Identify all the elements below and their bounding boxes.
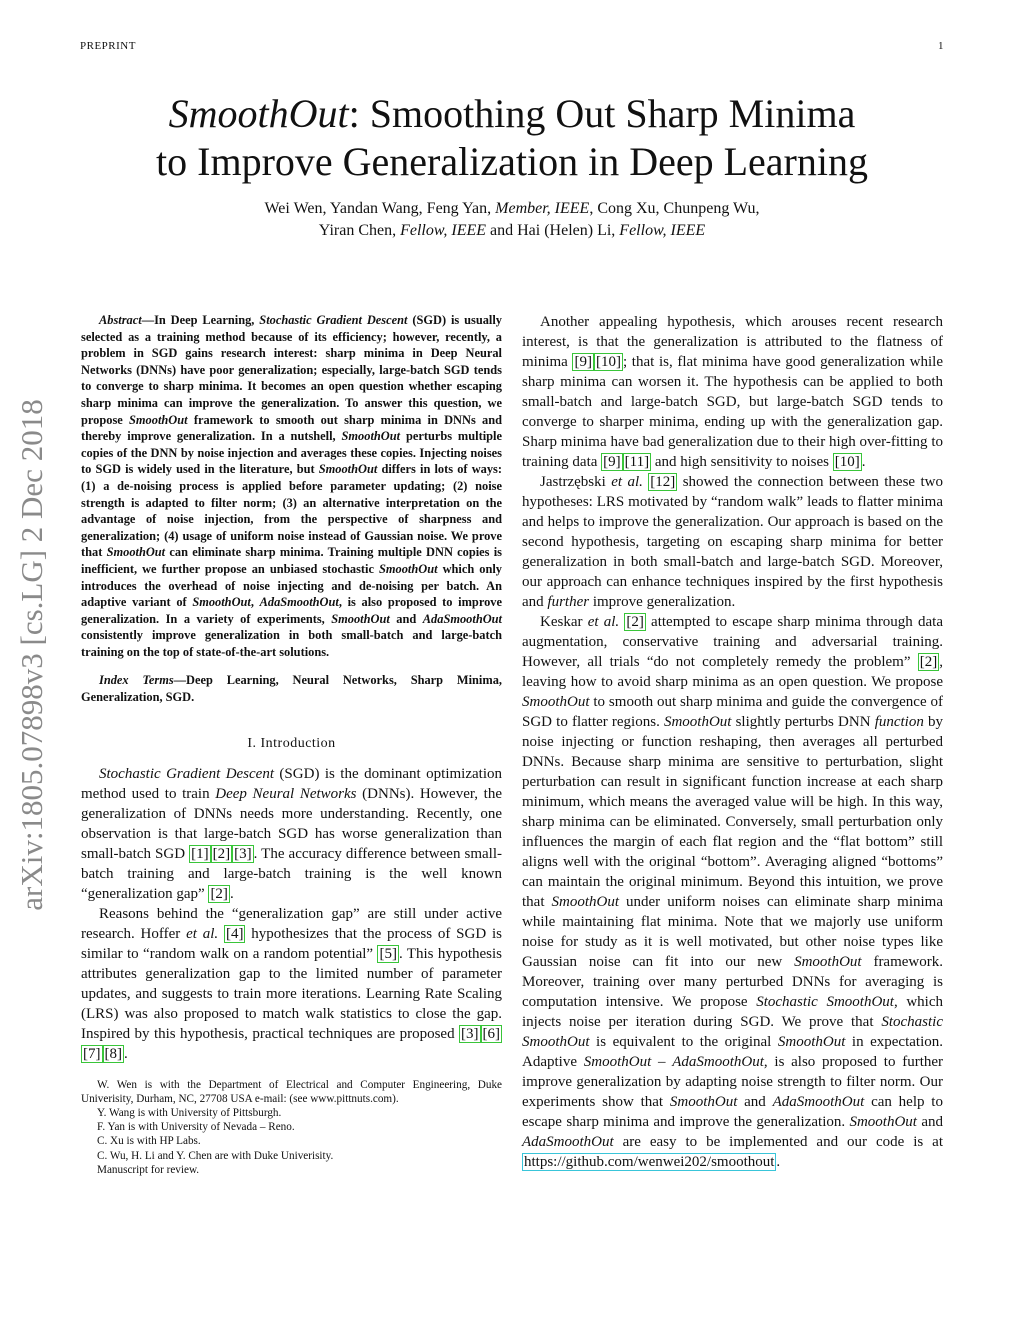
citation-link[interactable]: [10] [834, 454, 860, 470]
intro-paragraph-2: Reasons behind the “generalization gap” are still under active research. Hoffer et al. [4] hypothesizes that the process of SGD is similar to “random walk on a random potential” [5] . This hypothesis attributes generalization gap to the limited number of parameter updates, and suggests to train more iterations. Learning Rate Scaling (LRS) was also proposed to match walk statistics to close the gap. Inspired by this hypothesis, practical techniques are proposed [3] [6][7] [8] . [81, 905, 503, 1062]
citation-link[interactable]: [8] [104, 1045, 122, 1062]
citation-link[interactable]: [3] [461, 1025, 479, 1042]
citation-link[interactable]: [1] [191, 845, 209, 862]
citation-link[interactable]: [2] [626, 614, 644, 630]
running-header: PREPRINT [80, 40, 136, 52]
citation-link[interactable]: [2] [210, 885, 228, 902]
citation-link[interactable]: [6] [482, 1025, 500, 1042]
citation-link[interactable]: [9] [603, 454, 621, 470]
left-column [81, 312, 502, 1177]
intro-paragraph-4: Jastrzębski et al. [12] showed the connection between these two hypotheses: LRS motivated by “random walk” leads to flatter minima and helps to improve the generalization. Our approach is based on the second hypothesis, targeting on escaping sharp minima for better generalization in both small-batch and large-batch SGD. Moreover, our approach can enhance techniques inspired by the first hypothesis and further improve generalization. [522, 474, 943, 610]
citation-link[interactable]: [2] [919, 654, 938, 670]
citation-link[interactable]: [7] [83, 1045, 101, 1062]
index-terms: Index Terms—Deep Learning, Neural Networks, Sharp Minima, Generalization, SGD. [81, 673, 502, 705]
citation-link[interactable]: [11] [624, 454, 650, 470]
page-number: 1 [938, 40, 944, 52]
intro-paragraph-3: Another appealing hypothesis, which arouses recent research interest, is that the generalization is attributed to the flatness of minima [9] [10] ; that is, flat minima have good generalization while sharp minima can worsen it. The hypothesis can be applied to both small-batch and large-batch SGD, but large-batch SGD tends to converge to sharper minima, ending up with the generalization gap. Sharp minima have bad generalization due to their high over-fitting to training data [9] [11] and high sensitivity to noises [10] . [522, 314, 944, 470]
citation-link[interactable]: [10] [595, 354, 621, 370]
code-repository-link[interactable]: https://github.com/wenwei202/smoothout [524, 1154, 775, 1170]
abstract: Abstract—In Deep Learning, Stochastic Gradient Descent (SGD) is usually selected as a training method because of its efficiency; however, recently, a problem in SGD gains research interest: sharp minima in Deep Neural Networks (DNNs) have poor generalization; especially, large-batch SGD tends to converge to sharp minima. It becomes an open question whether escaping sharp minima can improve the generalization. To answer this question, we propose SmoothOut framework to smooth out sharp minima in DNNs and thereby improve generalization. In a nutshell, SmoothOut perturbs multiple copies of the DNN by noise injection and averages these copies. Injecting noises to SGD is widely used in the literature, but SmoothOut differs in lots of ways: (1) a de-noising process is applied before parameter updating; (2) noise strength is adapted to filter norm; (3) an alternative interpretation on the advantage of noise injection, from the perspective of sharpness and generalization; (4) usage of uniform noise instead of Gaussian noise. We prove that SmoothOut can eliminate sharp minima. Training multiple DNN copies is inefficient, we further propose an unbiased stochastic SmoothOut which only introduces the overhead of noise injecting and de-noising per batch. An adaptive variant of SmoothOut, AdaSmoothOut, is also proposed to improve generalization. In a variety of experiments, SmoothOut and AdaSmoothOut consistently improve generalization in both small-batch and large-batch training on the top of state-of-the-art solutions. [81, 313, 503, 659]
footnote: Manuscript for review. [97, 1163, 200, 1176]
footnote: Y. Wang is with University of Pittsburgh. [97, 1107, 282, 1120]
footnotes [81, 1078, 502, 1177]
section-heading-introduction: I. Introduction [247, 735, 336, 751]
citation-link[interactable]: [2] [212, 845, 231, 862]
paper-title: SmoothOut: Smoothing Out Sharp Minima to Improve Generalization in Deep Learning [156, 91, 868, 184]
footnote: C. Wu, H. Li and Y. Chen are with Duke Univerisity. [97, 1149, 334, 1162]
citation-link[interactable]: [4] [225, 925, 244, 942]
citation-link[interactable]: [9] [574, 354, 592, 370]
intro-paragraph-5: Keskar et al. [2] attempted to escape sharp minima through data augmentation, conservative training and adversarial training. However, all trials “do not completely remedy the problem” [2] , leaving how to avoid sharp minima as an open question. We propose SmoothOut to smooth out sharp minima and guide the convergence of SGD to flatter regions. SmoothOut slightly perturbs DNN function by noise injecting or function reshaping, then averages all perturbed DNNs. Because sharp minima are sensitive to perturbation, slight perturbation can result in significant function increase at each sharp minimum, which means the averaged value will be high. In this way, sharp minima can be eliminated. Conversely, small perturbation only influences the margin of each flat region and the “flat bottom” still aligns well with the original “bottom”. Averaging aligned “bottoms” can maintain the original minimum. Beyond this intuition, we prove that SmoothOut under uniform noises can eliminate sharp minima while maintaining flat minima. Note that we majorly use uniform noise for study as it is well motivated, but other noise types like Gaussian noise can fit into our new SmoothOut framework. Moreover, training over many perturbed DNNs for averaging is computation intensive. We propose Stochastic SmoothOut, which injects noise per iteration during SGD. We prove that Stochastic SmoothOut is equivalent to the original SmoothOut in expectation. Adaptive SmoothOut – AdaSmoothOut, is also proposed to further improve generalization by adapting noise strength to filter norm. Our experiments show that SmoothOut and AdaSmoothOut can help to escape sharp minima and improve the generalization. SmoothOut and AdaSmoothOut are easy to be implemented and our code is at https://github.com/wenwei202/smoothout . [522, 614, 944, 1170]
citation-link[interactable]: [5] [379, 945, 397, 962]
citation-link[interactable]: [3] [234, 845, 252, 862]
right-column [522, 312, 943, 1172]
author-list: Wei Wen, Yandan Wang, Feng Yan, Member, IEEE, Cong Xu, Chunpeng Wu, Yiran Chen, Fellow, IEEE and Hai (Helen) Li, Fellow, IEEE [264, 200, 760, 239]
intro-paragraph-1: Stochastic Gradient Descent (SGD) is the dominant optimization method used to train Deep Neural Networks (DNNs). However, the generalization of DNNs needs more understanding. Recently, one observation is that large-batch SGD has worse generalization than small-batch SGD [1] [2] [3] . The accuracy difference between small-batch training and large-batch training is the well known “generalization gap” [2] . [81, 765, 503, 902]
footnote: W. Wen is with the Department of Electrical and Computer Engineering, Duke Univerisity, Durham, NC, 27708 USA e-mail: (see www.pittnuts.com). [81, 1078, 502, 1105]
citation-link[interactable]: [12] [650, 474, 676, 490]
footnote: F. Yan is with University of Nevada – Reno. [97, 1121, 295, 1134]
footnote: C. Xu is with HP Labs. [97, 1135, 201, 1148]
